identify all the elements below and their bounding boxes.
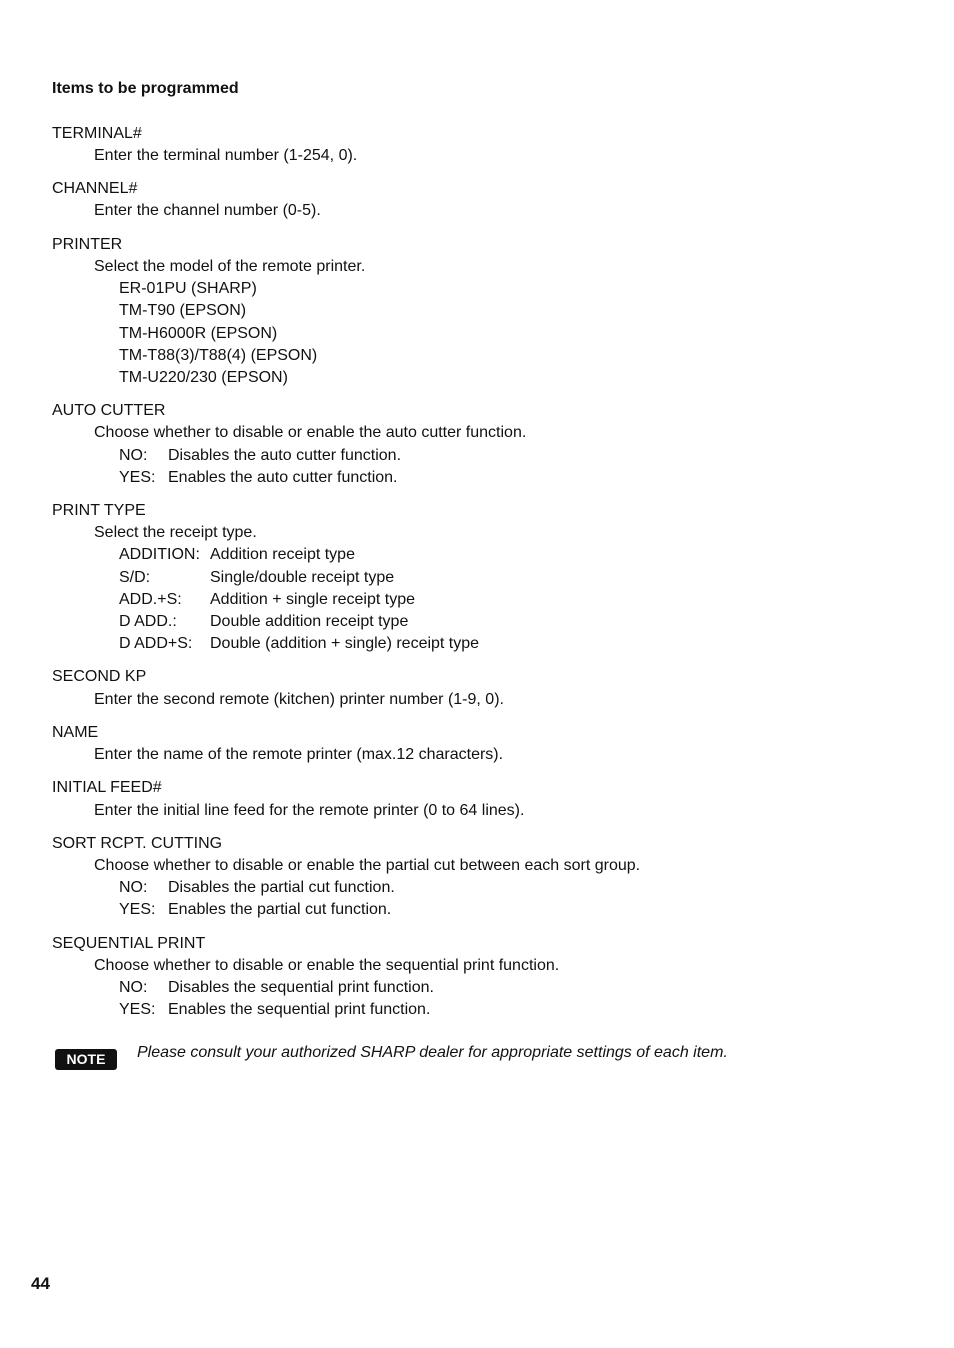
second-kp-title: SECOND KP: [52, 668, 147, 685]
option-key: S/D:: [119, 569, 151, 586]
sort-rcpt-title: SORT RCPT. CUTTING: [52, 835, 223, 852]
option-value: Enables the sequential print function.: [168, 1001, 431, 1018]
option-value: Double (addition + single) receipt type: [210, 635, 480, 652]
page-number: 44: [31, 1274, 50, 1293]
option-value: Disables the partial cut function.: [168, 879, 395, 896]
option-key: ADD.+S:: [119, 591, 182, 608]
channel-desc: Enter the channel number (0-5).: [94, 202, 321, 219]
printer-model: TM-H6000R (EPSON): [119, 325, 278, 342]
name-desc: Enter the name of the remote printer (max.12 characters).: [94, 746, 504, 763]
second-kp-desc: Enter the second remote (kitchen) printer number (1-9, 0).: [94, 691, 504, 708]
terminal-title: TERMINAL#: [52, 125, 142, 142]
printer-title: PRINTER: [52, 236, 123, 253]
channel-title: CHANNEL#: [52, 180, 138, 197]
option-value: Single/double receipt type: [210, 569, 395, 586]
note-text: Please consult your authorized SHARP dealer for appropriate settings of each item.: [137, 1044, 728, 1061]
name-title: NAME: [52, 724, 99, 741]
printer-desc: Select the model of the remote printer.: [94, 258, 366, 275]
option-value: Enables the partial cut function.: [168, 901, 392, 918]
option-value: Disables the auto cutter function.: [168, 447, 402, 464]
option-key: YES:: [119, 1001, 156, 1018]
printer-model: TM-T90 (EPSON): [119, 302, 247, 319]
initial-feed-desc: Enter the initial line feed for the remote printer (0 to 64 lines).: [94, 802, 525, 819]
sequential-desc: Choose whether to disable or enable the sequential print function.: [94, 957, 560, 974]
option-value: Double addition receipt type: [210, 613, 409, 630]
print-type-title: PRINT TYPE: [52, 502, 146, 519]
option-value: Addition receipt type: [210, 546, 355, 563]
auto-cutter-desc: Choose whether to disable or enable the auto cutter function.: [94, 424, 527, 441]
option-value: Enables the auto cutter function.: [168, 469, 398, 486]
auto-cutter-title: AUTO CUTTER: [52, 402, 166, 419]
option-key: YES:: [119, 469, 156, 486]
terminal-desc: Enter the terminal number (1-254, 0).: [94, 147, 358, 164]
printer-model: TM-U220/230 (EPSON): [119, 369, 288, 386]
initial-feed-title: INITIAL FEED#: [52, 779, 162, 796]
sort-rcpt-desc: Choose whether to disable or enable the partial cut between each sort group.: [94, 857, 641, 874]
option-key: ADDITION:: [119, 546, 200, 563]
option-key: NO:: [119, 979, 148, 996]
printer-model: TM-T88(3)/T88(4) (EPSON): [119, 347, 318, 364]
option-key: NO:: [119, 447, 148, 464]
option-key: D ADD+S:: [119, 635, 193, 652]
option-key: NO:: [119, 879, 148, 896]
option-key: D ADD.:: [119, 613, 177, 630]
option-key: YES:: [119, 901, 156, 918]
option-value: Addition + single receipt type: [210, 591, 416, 608]
printer-model: ER-01PU (SHARP): [119, 280, 257, 297]
note-badge: NOTE: [55, 1049, 117, 1070]
print-type-desc: Select the receipt type.: [94, 524, 257, 541]
option-value: Disables the sequential print function.: [168, 979, 434, 996]
sequential-title: SEQUENTIAL PRINT: [52, 935, 206, 952]
page-heading: Items to be programmed: [52, 80, 239, 97]
